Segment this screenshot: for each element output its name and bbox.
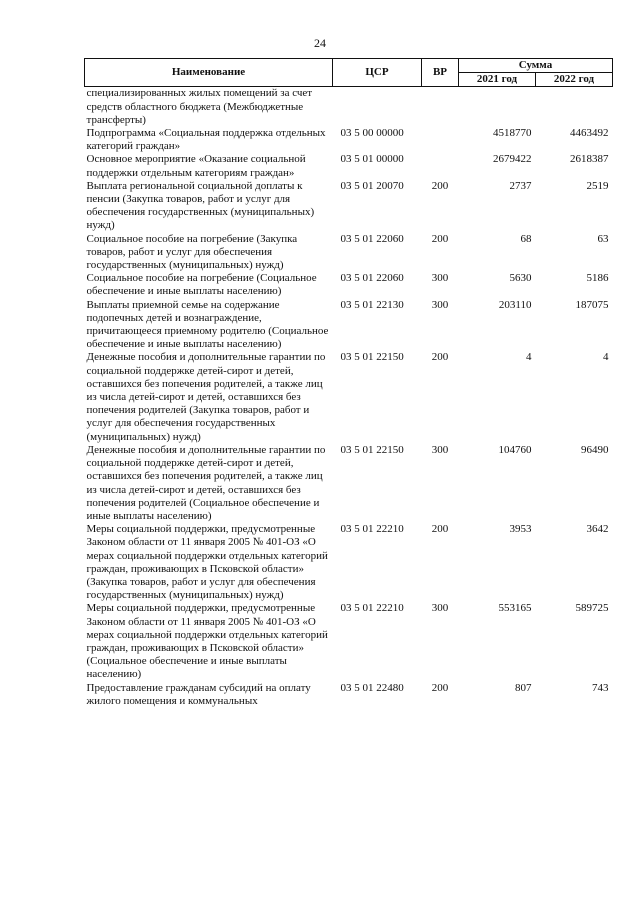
row-sum-2021: 4518770 <box>493 127 532 140</box>
row-sum-2021: 2737 <box>509 179 532 192</box>
table-row <box>85 299 613 352</box>
row-sum-2022: 589725 <box>575 602 609 615</box>
row-sum-2021: 2679422 <box>493 153 532 166</box>
row-name: Социальное пособие на погребение (Закупка товаров, работ и услуг для обеспечения государственных (муниципальных) нужд) <box>86 232 298 272</box>
row-vr: 200 <box>431 523 449 536</box>
header-vr: ВР <box>422 59 459 87</box>
header-csr: ЦСР <box>333 59 422 87</box>
table-row <box>85 351 613 443</box>
row-csr: 03 5 00 00000 <box>340 127 404 140</box>
row-sum-2021: 104760 <box>498 443 532 456</box>
row-sum-2022 <box>536 87 613 127</box>
row-sum-2021: 3953 <box>509 523 532 536</box>
row-vr: 300 <box>431 443 449 456</box>
row-sum-2022: 63 <box>597 232 609 245</box>
table-row <box>85 444 613 523</box>
row-name: Выплата региональной социальной доплаты к пенсии (Закупка товаров, работ и услуг для обеспечения государственных (муниципальных) нужд) <box>86 179 315 232</box>
table-row <box>85 523 613 602</box>
row-sum-2022: 96490 <box>581 443 609 456</box>
table-row <box>85 682 613 708</box>
row-sum-2021: 68 <box>520 232 532 245</box>
row-sum-2021 <box>459 87 536 127</box>
row-vr: 200 <box>431 232 449 245</box>
row-sum-2022: 743 <box>592 681 609 694</box>
row-csr: 03 5 01 22210 <box>340 602 404 615</box>
row-name: Денежные пособия и дополнительные гарантии по социальной поддержке детей-сирот и детей, оставшихся без попечения родителей, а также лиц из числа детей-сирот и детей, оставшихся без попечения родителей (Закупка товаров, работ и услуг для обеспечения государственных (муниципальных) нужд) <box>86 351 326 443</box>
row-csr: 03 5 01 22150 <box>340 443 404 456</box>
row-vr: 300 <box>431 272 449 285</box>
header-name: Наименование <box>85 59 333 87</box>
row-sum-2022: 2618387 <box>570 153 609 166</box>
table-row <box>85 127 613 153</box>
row-vr: 200 <box>431 179 449 192</box>
row-csr: 03 5 01 20070 <box>340 179 404 192</box>
row-sum-2022: 3642 <box>586 523 609 536</box>
table-row <box>85 180 613 233</box>
row-vr: 300 <box>431 602 449 615</box>
row-vr <box>422 153 459 179</box>
row-name: Основное мероприятие «Оказание социальной поддержки отдельным категориям граждан» <box>86 153 306 179</box>
row-name: Денежные пособия и дополнительные гарантии по социальной поддержке детей-сирот и детей, оставшихся без попечения родителей, а также лиц из числа детей-сирот и детей, оставшихся без попечения родителей (Социальное обеспечение и иные выплаты населению) <box>86 443 326 522</box>
row-csr: 03 5 01 22210 <box>340 523 404 536</box>
row-vr <box>422 127 459 153</box>
row-csr: 03 5 01 22060 <box>340 272 404 285</box>
row-sum-2021: 553165 <box>498 602 532 615</box>
table-row <box>85 602 613 681</box>
table-row <box>85 233 613 273</box>
row-csr: 03 5 01 22130 <box>340 298 404 311</box>
row-sum-2022: 4463492 <box>570 127 609 140</box>
row-sum-2022: 2519 <box>586 179 609 192</box>
table-row <box>85 153 613 179</box>
table-row <box>85 87 613 127</box>
budget-table <box>84 58 613 708</box>
table-row <box>85 272 613 298</box>
page-number: 24 <box>314 36 326 50</box>
row-sum-2022: 5186 <box>586 272 609 285</box>
row-name: специализированных жилых помещений за счет средств областного бюджета (Межбюджетные трансферты) <box>86 87 313 126</box>
row-sum-2021: 5630 <box>509 272 532 285</box>
row-vr: 300 <box>431 298 449 311</box>
row-name: Социальное пособие на погребение (Социальное обеспечение и иные выплаты населению) <box>86 272 317 298</box>
row-vr: 200 <box>431 681 449 694</box>
header-sum: Сумма <box>459 59 613 73</box>
table-header <box>85 59 613 87</box>
row-sum-2022: 187075 <box>575 298 609 311</box>
row-csr: 03 5 01 22060 <box>340 232 404 245</box>
row-sum-2021: 4 <box>526 351 532 364</box>
row-csr: 03 5 01 00000 <box>340 153 404 166</box>
row-vr: 200 <box>431 351 449 364</box>
row-sum-2022: 4 <box>603 351 609 364</box>
row-csr: 03 5 01 22480 <box>340 681 404 694</box>
table-body <box>85 87 613 708</box>
row-sum-2021: 807 <box>515 681 532 694</box>
header-year-2021: 2021 год <box>459 73 536 87</box>
row-name: Предоставление гражданам субсидий на оплату жилого помещения и коммунальных <box>86 681 311 707</box>
row-csr: 03 5 01 22150 <box>340 351 404 364</box>
row-sum-2021: 203110 <box>498 298 532 311</box>
row-vr <box>422 87 459 127</box>
row-name: Меры социальной поддержки, предусмотренные Законом области от 11 января 2005 № 401-ОЗ «О мерах социальной поддержки отдельных категорий граждан, проживающих в Псковской области» (Социальное обеспечение и иные выплаты населению) <box>86 602 328 681</box>
header-year-2022: 2022 год <box>536 73 613 87</box>
row-name: Подпрограмма «Социальная поддержка отдельных категорий граждан» <box>86 127 326 153</box>
row-csr <box>333 87 422 127</box>
row-name: Выплаты приемной семье на содержание подопечных детей и вознаграждение, причитающееся приемному родителю (Социальное обеспечение и иные выплаты населению) <box>86 298 329 351</box>
row-name: Меры социальной поддержки, предусмотренные Законом области от 11 января 2005 № 401-ОЗ «О мерах социальной поддержки отдельных категорий граждан, проживающих в Псковской области» (Закупка товаров, работ и услуг для обеспечения государственных (муниципальных) нужд) <box>86 523 328 602</box>
